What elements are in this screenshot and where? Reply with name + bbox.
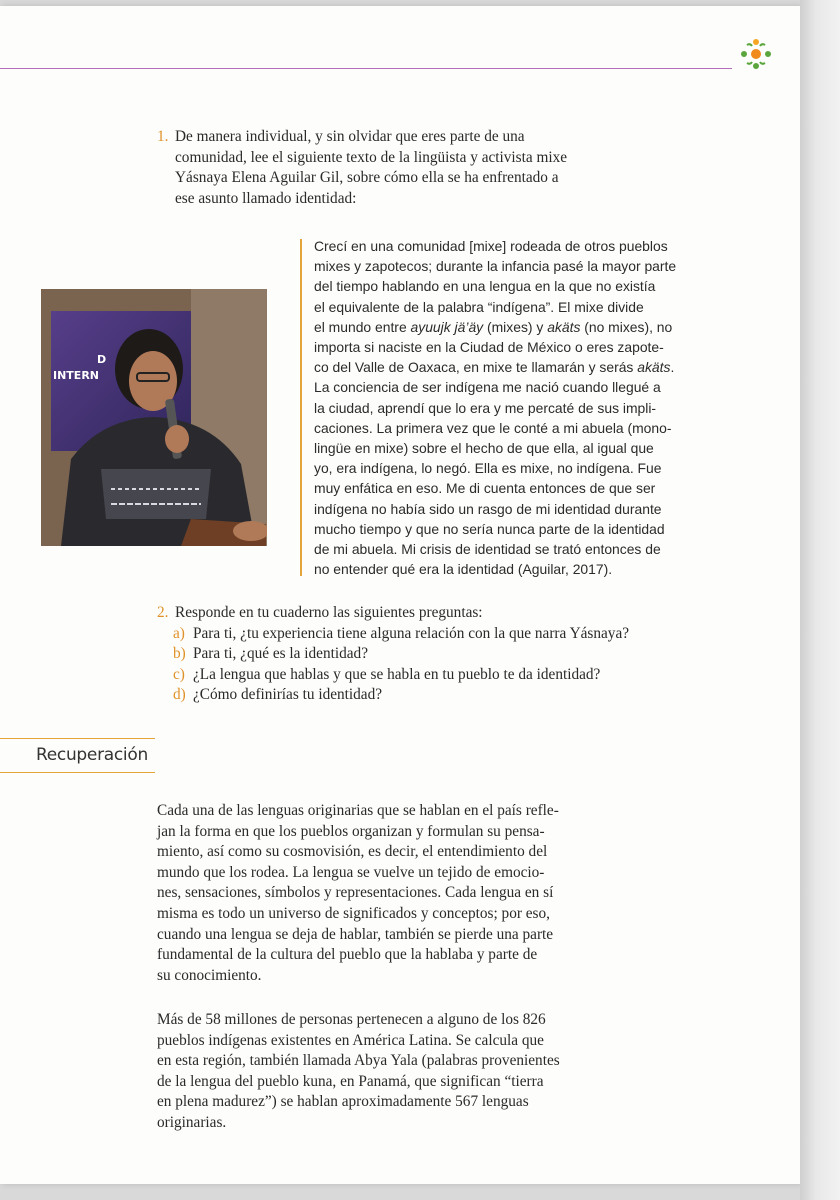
item-number: 1. — [157, 128, 169, 145]
question-letter: b) — [173, 645, 186, 662]
text-line: importa si naciste en la Ciudad de México o eres zapote- — [314, 339, 664, 356]
text-line: la ciudad, aprendí que lo era y me percaté de sus impli- — [314, 399, 657, 416]
question-c — [157, 665, 717, 686]
instruction-line: ese asunto llamado identidad: — [175, 189, 357, 207]
text-line: fundamental de la cultura del pueblo que la hablaba y parte de — [157, 946, 538, 964]
italic-term: ayuujk jä’äy — [410, 318, 484, 335]
textbook-page — [0, 6, 800, 1184]
text-run: . — [670, 359, 675, 376]
section-rule-bottom — [0, 772, 155, 773]
question-text: ¿Cómo definirías tu identidad? — [193, 686, 383, 703]
question-letter: a) — [173, 624, 185, 642]
item-number: 2. — [157, 604, 169, 621]
instruction-item-2 — [157, 603, 717, 706]
question-a — [157, 624, 717, 645]
question-d — [157, 685, 717, 706]
question-letter: d) — [173, 686, 186, 703]
speaker-photo — [41, 289, 267, 546]
text-line: indígena no había sido un rasgo de mi identidad durante — [314, 500, 662, 517]
text-line: el equivalente de la palabra “indígena”. El mixe divide — [314, 298, 644, 315]
text-line: misma es todo un universo de significados y conceptos; por eso, — [157, 904, 550, 922]
banner-text: INTERN — [53, 369, 99, 382]
text-line: lingüe en mixe) sobre el hecho de que ella, al igual que — [314, 440, 654, 457]
page-gutter — [800, 0, 840, 1200]
question-letter: c) — [173, 665, 185, 683]
instruction-line: De manera individual, y sin olvidar que eres parte de una — [175, 128, 525, 145]
text-run: (mixes) y — [483, 318, 548, 335]
question-text: Para ti, ¿qué es la identidad? — [193, 645, 368, 662]
section-title: Recuperación — [36, 745, 148, 765]
text-line: no entender qué era la identidad (Aguilar, 2017). — [314, 561, 613, 578]
quote-block — [314, 236, 722, 579]
text-line: originarias. — [157, 1113, 227, 1131]
question-text: ¿La lengua que hablas y que se habla en tu pueblo te da identidad? — [193, 665, 601, 683]
text-line: nes, sensaciones, símbolos y representaciones. Cada lengua en sí — [157, 884, 554, 902]
text-line: mundo que los rodea. La lengua se vuelve un tejido de emocio- — [157, 863, 545, 881]
text-line: en plena madurez”) se hablan aproximadamente 567 lenguas — [157, 1093, 529, 1111]
text-line: pueblos indígenas existentes en América Latina. Se calcula que — [157, 1031, 544, 1049]
text-line: cuando una lengua se deja de hablar, también se pierde una parte — [157, 925, 554, 943]
text-line: su conocimiento. — [157, 966, 262, 984]
italic-term: akäts — [637, 359, 671, 376]
text-line: Cada una de las lenguas originarias que se hablan en el país refle- — [157, 802, 559, 819]
instruction-item-1 — [157, 127, 587, 209]
text-line — [314, 317, 722, 337]
text-line: jan la forma en que los pueblos organizan y formulan su pensa- — [157, 822, 545, 840]
paragraph-1 — [157, 801, 617, 986]
text-line: mucho tiempo y que no sería nunca parte de la identidad — [314, 520, 665, 537]
text-line: muy enfática en eso. Me di cuenta entonces de que ser — [314, 480, 656, 497]
text-line: en esta región, también llamada Abya Yala (palabras provenientes — [157, 1052, 560, 1070]
quote-bar — [300, 239, 302, 576]
flower-logo-icon — [736, 34, 776, 74]
banner-text: D — [97, 353, 107, 366]
paragraph-2 — [157, 1010, 617, 1134]
text-line: yo, era indígena, lo negó. Ella es mixe, no indígena. Fue — [314, 460, 662, 477]
text-line: Crecí en una comunidad [mixe] rodeada de otros pueblos — [314, 238, 668, 254]
text-line: La conciencia de ser indígena me nació cuando llegué a — [314, 379, 661, 396]
header-rule — [0, 68, 732, 69]
italic-term: akäts — [547, 318, 581, 335]
text-line: de la lengua del pueblo kuna, en Panamá, que significan “tierra — [157, 1072, 544, 1090]
question-b — [157, 644, 717, 665]
text-line: de mi abuela. Mi crisis de identidad se trató entonces de — [314, 541, 661, 558]
text-line: caciones. La primera vez que le conté a mi abuela (mono- — [314, 419, 672, 436]
instruction-line: comunidad, lee el siguiente texto de la lingüista y activista mixe — [175, 148, 568, 166]
instruction-text: Responde en tu cuaderno las siguientes preguntas: — [175, 604, 483, 621]
text-run: (no mixes), no — [580, 318, 673, 335]
text-line — [314, 357, 722, 377]
section-rule-top — [0, 738, 155, 739]
text-run: el mundo entre — [314, 318, 411, 335]
question-text: Para ti, ¿tu experiencia tiene alguna relación con la que narra Yásnaya? — [193, 624, 630, 642]
text-line: del tiempo hablando en una lengua en la que no existía — [314, 278, 656, 295]
text-line: Más de 58 millones de personas pertenecen a alguno de los 826 — [157, 1011, 546, 1028]
text-run: co del Valle de Oaxaca, en mixe te llamarán y serás — [314, 359, 638, 376]
text-line: miento, así como su cosmovisión, es decir, el entendimiento del — [157, 843, 548, 861]
text-line: mixes y zapotecos; durante la infancia pasé la mayor parte — [314, 258, 677, 275]
instruction-line: Yásnaya Elena Aguilar Gil, sobre cómo ella se ha enfrentado a — [175, 169, 559, 186]
